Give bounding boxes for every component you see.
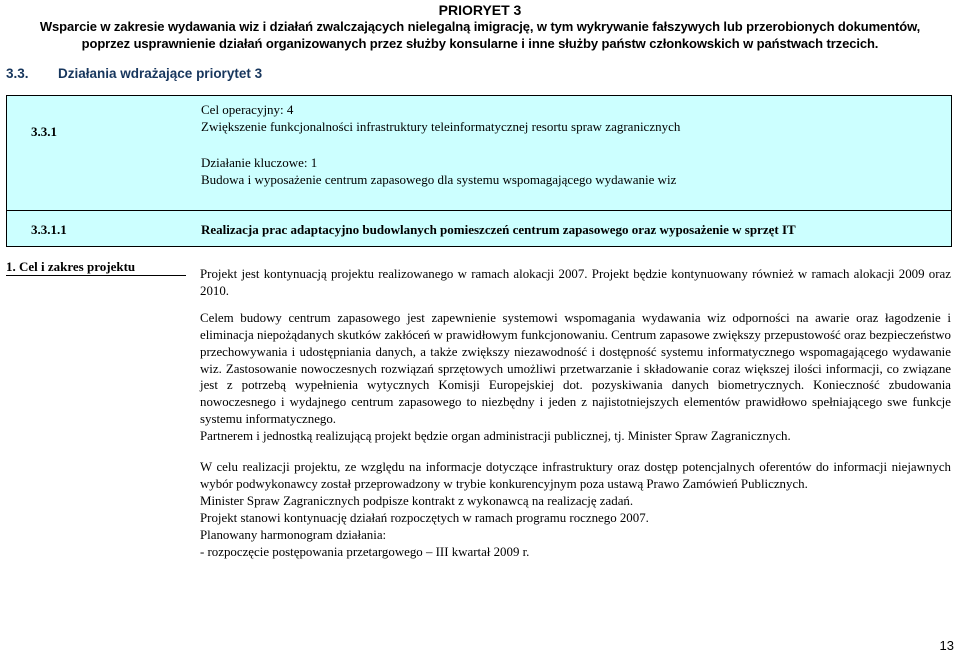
paragraph-schedule-label: Planowany harmonogram działania: <box>200 527 387 542</box>
page-number: 13 <box>939 638 954 653</box>
paragraph-partner: Partnerem i jednostką realizującą projekt będzie organ administracji publicznej, tj. Minister Spraw Zagranicznych. <box>200 429 791 444</box>
project-code: 3.3.1.1 <box>31 222 67 237</box>
key-action-label: Działanie kluczowe: 1 <box>201 155 318 170</box>
document-header <box>0 2 960 52</box>
objective-label: Cel operacyjny: 4 <box>201 102 294 117</box>
section-number: 3.3. <box>6 66 29 81</box>
paragraph-contract: Minister Spraw Zagranicznych podpisze kontrakt z wykonawcą na realizację zadań. <box>200 493 634 508</box>
section-title: Działania wdrażające priorytet 3 <box>58 66 263 81</box>
project-title: Realizacja prac adaptacyjno budowlanych pomieszczeń centrum zapasowego oraz wyposażenie w sprzęt IT <box>201 222 796 237</box>
priority-title-line-2: poprzez usprawnienie działań organizowanych przez służby konsularne i inne służby państw członkowskich w państwach trzecich. <box>81 36 879 51</box>
paragraph-continuation-2007: Projekt stanowi kontynuację działań rozpoczętych w ramach programu rocznego 2007. <box>200 510 649 525</box>
priority-title-line-1: Wsparcie w zakresie wydawania wiz i działań zwalczających nielegalną imigrację, w tym wykrywanie fałszywych lub przerobionych dokumentów, <box>39 19 921 34</box>
spacer <box>200 300 951 310</box>
project-description <box>200 266 951 561</box>
paragraph-contractor-selection: W celu realizacji projektu, ze względu na informacje dotyczące infrastruktury oraz dostęp potencjalnych oferentów do informacji niejawnych wybór podwykonawcy został przeprowadzony w trybie konkurencyjnym poza ustawą Prawo Zamówień Publicznych. <box>200 460 951 491</box>
paragraph-schedule-item: - rozpoczęcie postępowania przetargowego – III kwartał 2009 r. <box>200 544 530 559</box>
operational-objective-box <box>6 95 952 247</box>
priority-heading: PRIORYET 3 <box>438 2 522 18</box>
section-heading <box>6 66 262 81</box>
box-divider <box>7 210 951 211</box>
paragraph-continuation: Projekt jest kontynuacją projektu realizowanego w ramach alokacji 2007. Projekt będzie kontynuowany również w ramach alokacji 2009 oraz 2010. <box>200 267 951 298</box>
row-label-goal-scope: 1. Cel i zakres projektu <box>6 259 186 276</box>
paragraph-purpose: Celem budowy centrum zapasowego jest zapewnienie systemowi wspomagania wydawania wiz odporności na awarie oraz łagodzenie i eliminacja niepożądanych skutków zakłóceń w prawidłowym funkcjonowaniu. Centrum zapasowe zwiększy przepustowość oraz bezpieczeństwo przechowywania i udostępniania danych, a także zwiększy niezawodność i dostępność systemu informatycznego wspomagającego wydawanie wiz. Zastosowanie nowoczesnych rozwiązań sprzętowych umożliwi przetwarzanie i składowanie coraz większej ilości informacji, co związane jest z potrzebą wypełnienia wytycznych Komisji Europejskiej dot. pozyskiwania danych biometrycznych. Konieczność zbudowania nowoczesnego i wydajnego centrum zapasowego to niezbędny i jeden z najistotniejszych elementów prawidłowo spełniającego swe funkcje systemu informatycznego. <box>200 310 951 427</box>
objective-text: Zwiększenie funkcjonalności infrastruktury teleinformatycznej resortu spraw zagranicznych <box>201 119 681 134</box>
objective-code: 3.3.1 <box>31 124 57 139</box>
key-action-text: Budowa i wyposażenie centrum zapasowego dla systemu wspomagającego wydawanie wiz <box>201 172 677 187</box>
spacer <box>200 445 951 459</box>
